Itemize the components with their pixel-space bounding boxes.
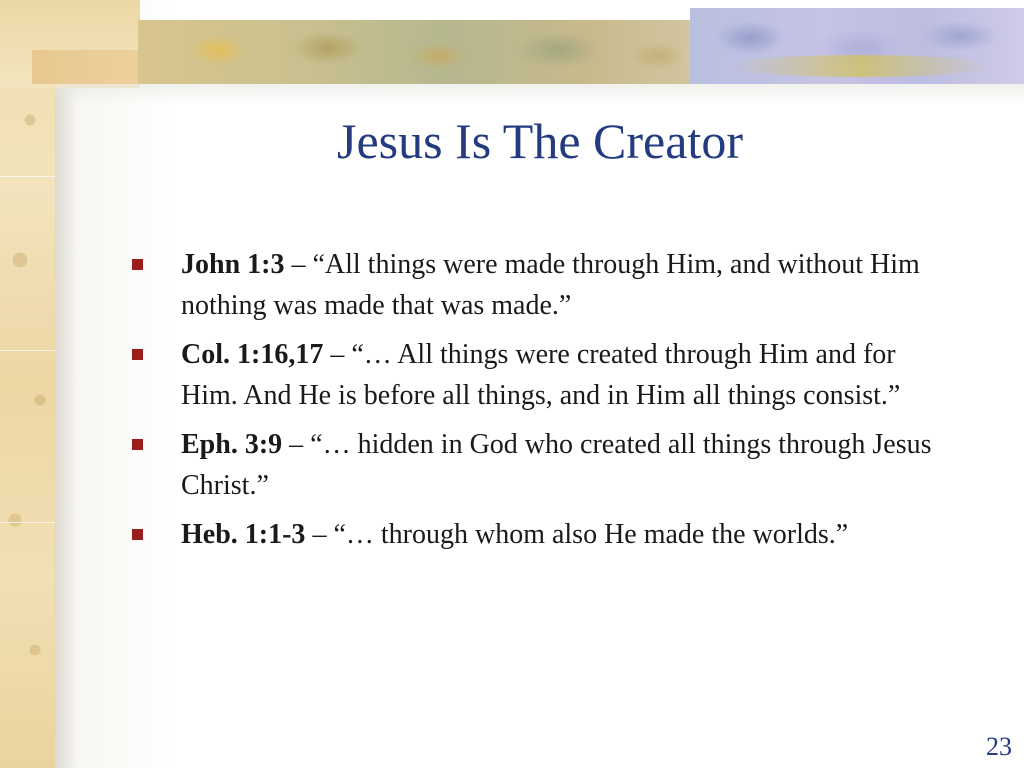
strip-seam	[0, 350, 55, 351]
bullet-reference: Eph. 3:9	[181, 429, 283, 460]
bullet-text: – “… All things were created through Him and for Him. And He is before all things, and in Him all things consist.”	[181, 339, 901, 411]
bullet-item	[130, 514, 950, 555]
banner-leaf-accent	[730, 55, 990, 77]
bullet-text: – “… through whom also He made the worlds.”	[305, 519, 849, 550]
strip-seam	[0, 522, 55, 523]
bullet-reference: Col. 1:16,17	[181, 339, 324, 370]
bullet-item	[130, 244, 950, 326]
strip-seam	[0, 176, 55, 177]
bullet-reference: John 1:3	[181, 249, 285, 280]
slide-title: Jesus Is The Creator	[337, 113, 743, 169]
square-bullet-icon	[132, 259, 143, 270]
banner-fade	[55, 84, 1024, 104]
strip-shadow	[55, 0, 77, 768]
page-number: 23	[986, 732, 1012, 761]
square-bullet-icon	[132, 529, 143, 540]
top-decorative-banner	[0, 0, 1024, 88]
bullet-list	[130, 244, 950, 563]
square-bullet-icon	[132, 349, 143, 360]
bullet-text: – “All things were made through Him, and without Him nothing was made that was made.”	[181, 249, 920, 321]
banner-leaves-image	[138, 20, 698, 84]
bullet-item	[130, 424, 950, 506]
left-decorative-strip	[0, 0, 55, 768]
square-bullet-icon	[132, 439, 143, 450]
bullet-text: – “… hidden in God who created all things through Jesus Christ.”	[181, 429, 932, 501]
bullet-item	[130, 334, 950, 416]
bullet-reference: Heb. 1:1-3	[181, 519, 306, 550]
